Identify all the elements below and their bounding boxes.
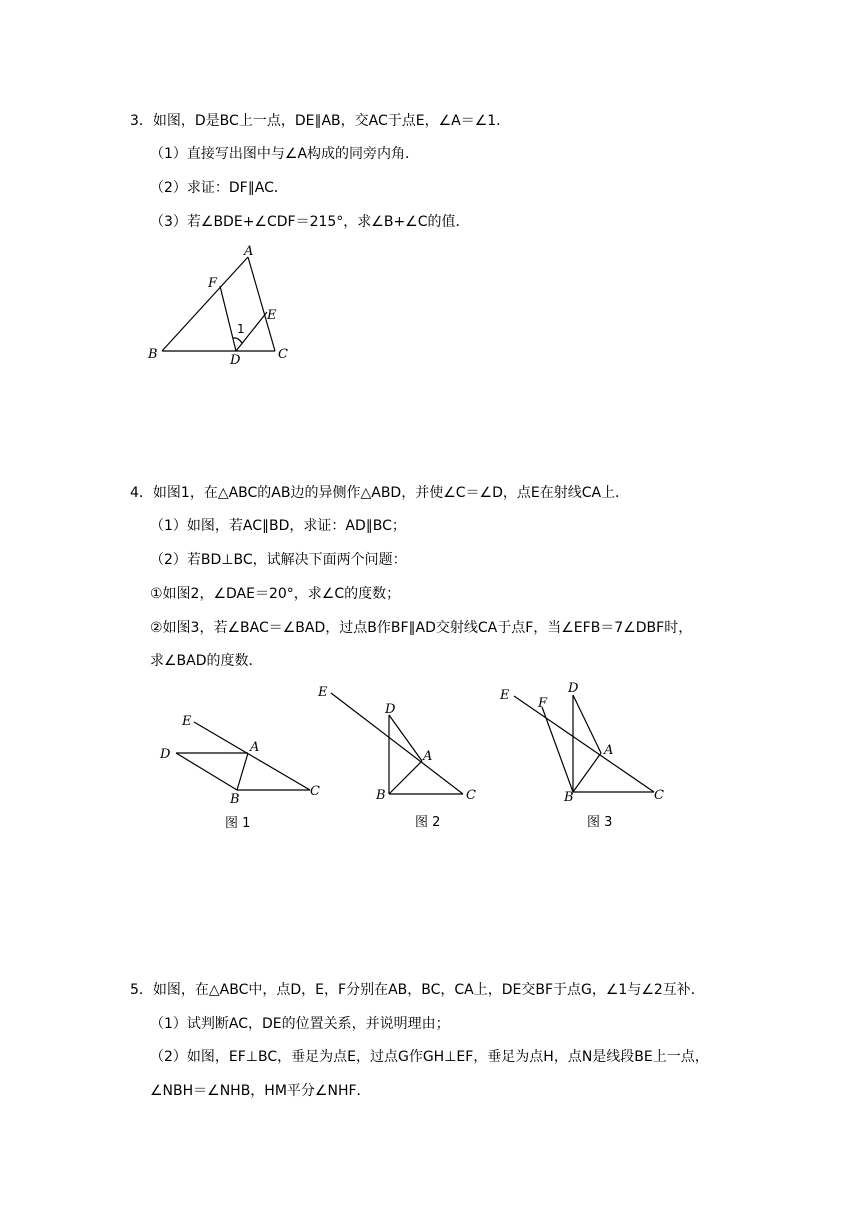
q3-label-e: E: [267, 308, 277, 323]
q5-part1: （1）试判断AC，DE的位置关系，并说明理由；: [150, 1016, 450, 1032]
q4-figure-2: [310, 680, 490, 835]
fig1-label-c: C: [310, 784, 320, 799]
q3-figure-lines: [162, 257, 275, 351]
q4-figure-2-lines: [331, 693, 463, 794]
q3-part3: （3）若∠BDE+∠CDF＝215°，求∠B+∠C的值．: [150, 214, 470, 230]
q4-figure-1: [150, 705, 330, 835]
fig1-label-d: D: [160, 747, 171, 762]
q3-figure: [140, 240, 310, 370]
fig3-label-b: B: [564, 790, 574, 805]
fig3-label-e: E: [500, 688, 510, 703]
q4-sub2-cont: 求∠BAD的度数．: [150, 653, 263, 669]
fig2-label-a: A: [423, 749, 433, 764]
q3-label-b: B: [148, 347, 158, 362]
fig2-label-b: B: [376, 788, 386, 803]
q3-part1: （1）直接写出图中与∠A构成的同旁内角．: [150, 146, 420, 162]
fig3-label-f: F: [538, 696, 548, 711]
q5-part2-cont: ∠NBH＝∠NHB，HM平分∠NHF．: [150, 1083, 371, 1099]
fig3-label-d: D: [568, 681, 579, 696]
q4-figure-1-lines: [176, 722, 310, 790]
fig3-caption: 图 3: [587, 815, 613, 830]
fig2-label-d: D: [385, 702, 396, 717]
fig1-label-e: E: [182, 714, 192, 729]
fig3-label-c: C: [654, 788, 664, 803]
q3-label-f: F: [208, 276, 218, 291]
q4-sub1: ①如图2，∠DAE＝20°，求∠C的度数；: [150, 586, 401, 602]
q4-title: 4．如图1，在△ABC的AB边的异侧作△ABD，并使∠C＝∠D，点E在射线CA上．: [130, 485, 630, 501]
fig3-label-a: A: [604, 743, 614, 758]
q3-label-c: C: [278, 347, 288, 362]
q3-label-a: A: [244, 244, 254, 259]
fig2-caption: 图 2: [415, 815, 441, 830]
fig2-label-e: E: [318, 685, 328, 700]
fig2-label-c: C: [466, 788, 476, 803]
q3-label-1: 1: [237, 322, 245, 336]
q5-part2: （2）如图，EF⊥BC，垂足为点E，过点G作GH⊥EF，垂足为点H，点N是线段BE上一点，: [150, 1049, 709, 1065]
q4-part2: （2）若BD⊥BC，试解决下面两个问题：: [150, 552, 407, 568]
q3-label-d: D: [230, 353, 241, 368]
q4-sub2: ②如图3，若∠BAC＝∠BAD，过点B作BF∥AD交射线CA于点F，当∠EFB＝7∠DBF时，: [150, 620, 693, 636]
q4-part1: （1）如图，若AC∥BD，求证：AD∥BC；: [150, 518, 406, 534]
q3-part2: （2）求证：DF∥AC．: [150, 180, 288, 196]
fig1-caption: 图 1: [225, 816, 251, 831]
q3-title: 3．如图，D是BC上一点，DE∥AB，交AC于点E，∠A＝∠1．: [130, 113, 511, 129]
q4-figure-3-lines: [514, 695, 654, 792]
q5-title: 5．如图，在△ABC中，点D，E，F分别在AB，BC，CA上，DE交BF于点G，∠1与∠2互补．: [130, 982, 705, 998]
q4-figure-3: [490, 675, 680, 835]
fig1-label-a: A: [250, 740, 260, 755]
fig1-label-b: B: [230, 792, 240, 807]
